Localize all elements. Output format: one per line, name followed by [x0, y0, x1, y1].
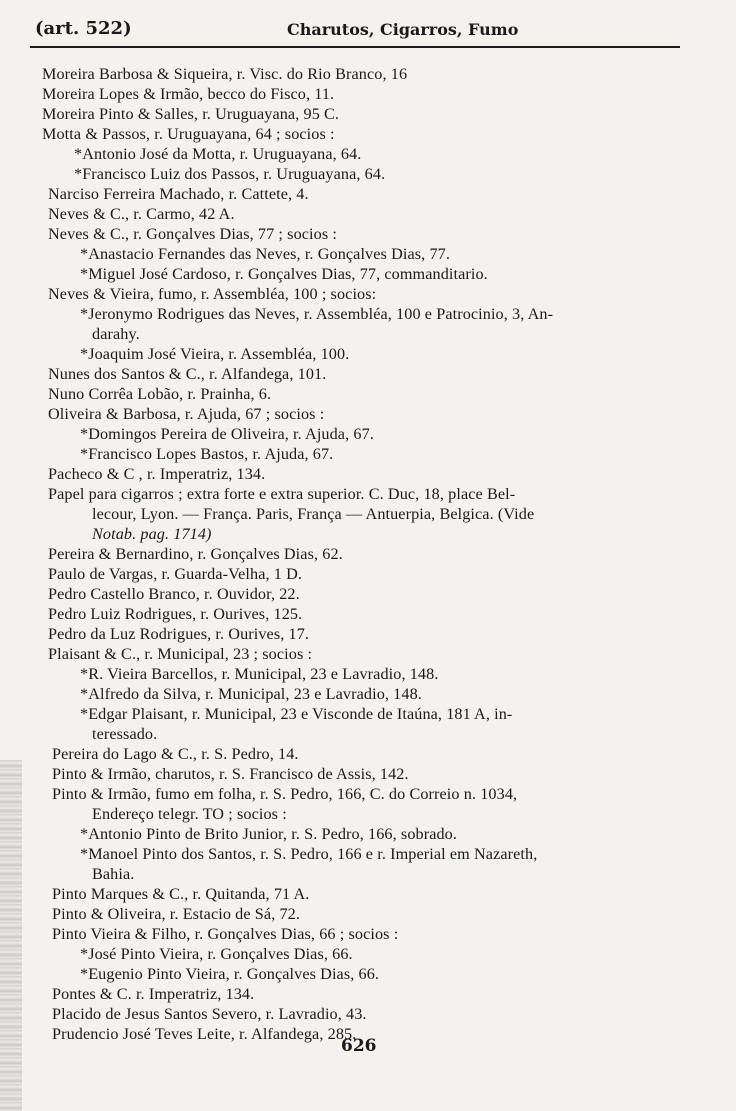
entry-line: *Miguel José Cardoso, r. Gonçalves Dias, 77, commanditario. [80, 265, 488, 283]
entry-line: Pontes & C. r. Imperatriz, 134. [52, 985, 255, 1003]
entry-line: Paulo de Vargas, r. Guarda-Velha, 1 D. [48, 565, 303, 583]
entry-line: *Alfredo da Silva, r. Municipal, 23 e Lavradio, 148. [80, 685, 422, 703]
entry-line: *Jeronymo Rodrigues das Neves, r. Assembléa, 100 e Patrocinio, 3, An- [80, 305, 554, 323]
section-title: Charutos, Cigarros, Fumo [287, 20, 519, 39]
entry-line: Papel para cigarros ; extra forte e extra superior. C. Duc, 18, place Bel- [48, 485, 516, 503]
entry-line: Pedro Castello Branco, r. Ouvidor, 22. [48, 585, 300, 603]
entry-line: Bahia. [92, 865, 135, 883]
entry-line: *Anastacio Fernandes das Neves, r. Gonçalves Dias, 77. [80, 245, 450, 263]
page-number: 626 [341, 1036, 377, 1056]
article-number: (art. 522) [35, 18, 132, 39]
entry-line: Endereço telegr. TO ; socios : [92, 805, 287, 823]
entry-line: Pinto & Irmão, charutos, r. S. Francisco de Assis, 142. [52, 765, 409, 783]
entry-line: *Joaquim José Vieira, r. Assembléa, 100. [80, 345, 350, 363]
page-edge-wear [0, 760, 22, 1111]
entry-line: *Edgar Plaisant, r. Municipal, 23 e Visconde de Itaúna, 181 A, in- [80, 705, 513, 723]
entry-line: Neves & C., r. Carmo, 42 A. [48, 205, 235, 223]
entry-line: teressado. [92, 725, 158, 743]
entry-line: *Francisco Lopes Bastos, r. Ajuda, 67. [80, 445, 334, 463]
entry-line: Nunes dos Santos & C., r. Alfandega, 101. [48, 365, 327, 383]
entry-line: Pedro Luiz Rodrigues, r. Ourives, 125. [48, 605, 303, 623]
entry-line: *José Pinto Vieira, r. Gonçalves Dias, 66. [80, 945, 353, 963]
entry-line: Motta & Passos, r. Uruguayana, 64 ; socios : [42, 125, 335, 143]
entry-line: darahy. [92, 325, 140, 343]
entry-line: Pinto & Oliveira, r. Estacio de Sá, 72. [52, 905, 301, 923]
entry-line: Neves & C., r. Gonçalves Dias, 77 ; socios : [48, 225, 337, 243]
entry-line: Oliveira & Barbosa, r. Ajuda, 67 ; socios : [48, 405, 325, 423]
entry-line: Moreira Lopes & Irmão, becco do Fisco, 11. [42, 85, 335, 103]
entry-line: Prudencio José Teves Leite, r. Alfandega, 285. [52, 1025, 357, 1043]
entry-line: Pinto & Irmão, fumo em folha, r. S. Pedro, 166, C. do Correio n. 1034, [52, 785, 518, 803]
entry-line: Pereira do Lago & C., r. S. Pedro, 14. [52, 745, 299, 763]
entry-line: Moreira Barbosa & Siqueira, r. Visc. do Rio Branco, 16 [42, 65, 408, 83]
entry-line: Pedro da Luz Rodrigues, r. Ourives, 17. [48, 625, 310, 643]
entry-line: *R. Vieira Barcellos, r. Municipal, 23 e Lavradio, 148. [80, 665, 439, 683]
entry-line: Pinto Vieira & Filho, r. Gonçalves Dias, 66 ; socios : [52, 925, 399, 943]
entry-line: *Francisco Luiz dos Passos, r. Uruguayana, 64. [74, 165, 386, 183]
entry-line: Pereira & Bernardino, r. Gonçalves Dias, 62. [48, 545, 343, 563]
running-header [30, 18, 680, 48]
entry-line: Nuno Corrêa Lobão, r. Prainha, 6. [48, 385, 272, 403]
entry-line: lecour, Lyon. — França. Paris, França — Antuerpia, Belgica. (Vide [92, 505, 535, 523]
entry-line: *Antonio José da Motta, r. Uruguayana, 64. [74, 145, 362, 163]
entry-line: Notab. pag. 1714) [92, 525, 212, 543]
entry-line: *Domingos Pereira de Oliveira, r. Ajuda, 67. [80, 425, 374, 443]
entry-line: Narciso Ferreira Machado, r. Cattete, 4. [48, 185, 309, 203]
entry-line: Pacheco & C , r. Imperatriz, 134. [48, 465, 266, 483]
entry-line: Moreira Pinto & Salles, r. Uruguayana, 95 C. [42, 105, 340, 123]
entry-line: Neves & Vieira, fumo, r. Assembléa, 100 ; socios: [48, 285, 377, 303]
entry-line: *Manoel Pinto dos Santos, r. S. Pedro, 166 e r. Imperial em Nazareth, [80, 845, 538, 863]
entry-line: Placido de Jesus Santos Severo, r. Lavradio, 43. [52, 1005, 367, 1023]
entry-line: *Antonio Pinto de Brito Junior, r. S. Pedro, 166, sobrado. [80, 825, 458, 843]
entry-line: *Eugenio Pinto Vieira, r. Gonçalves Dias, 66. [80, 965, 380, 983]
entry-line: Pinto Marques & C., r. Quitanda, 71 A. [52, 885, 310, 903]
entry-line: Plaisant & C., r. Municipal, 23 ; socios : [48, 645, 313, 663]
